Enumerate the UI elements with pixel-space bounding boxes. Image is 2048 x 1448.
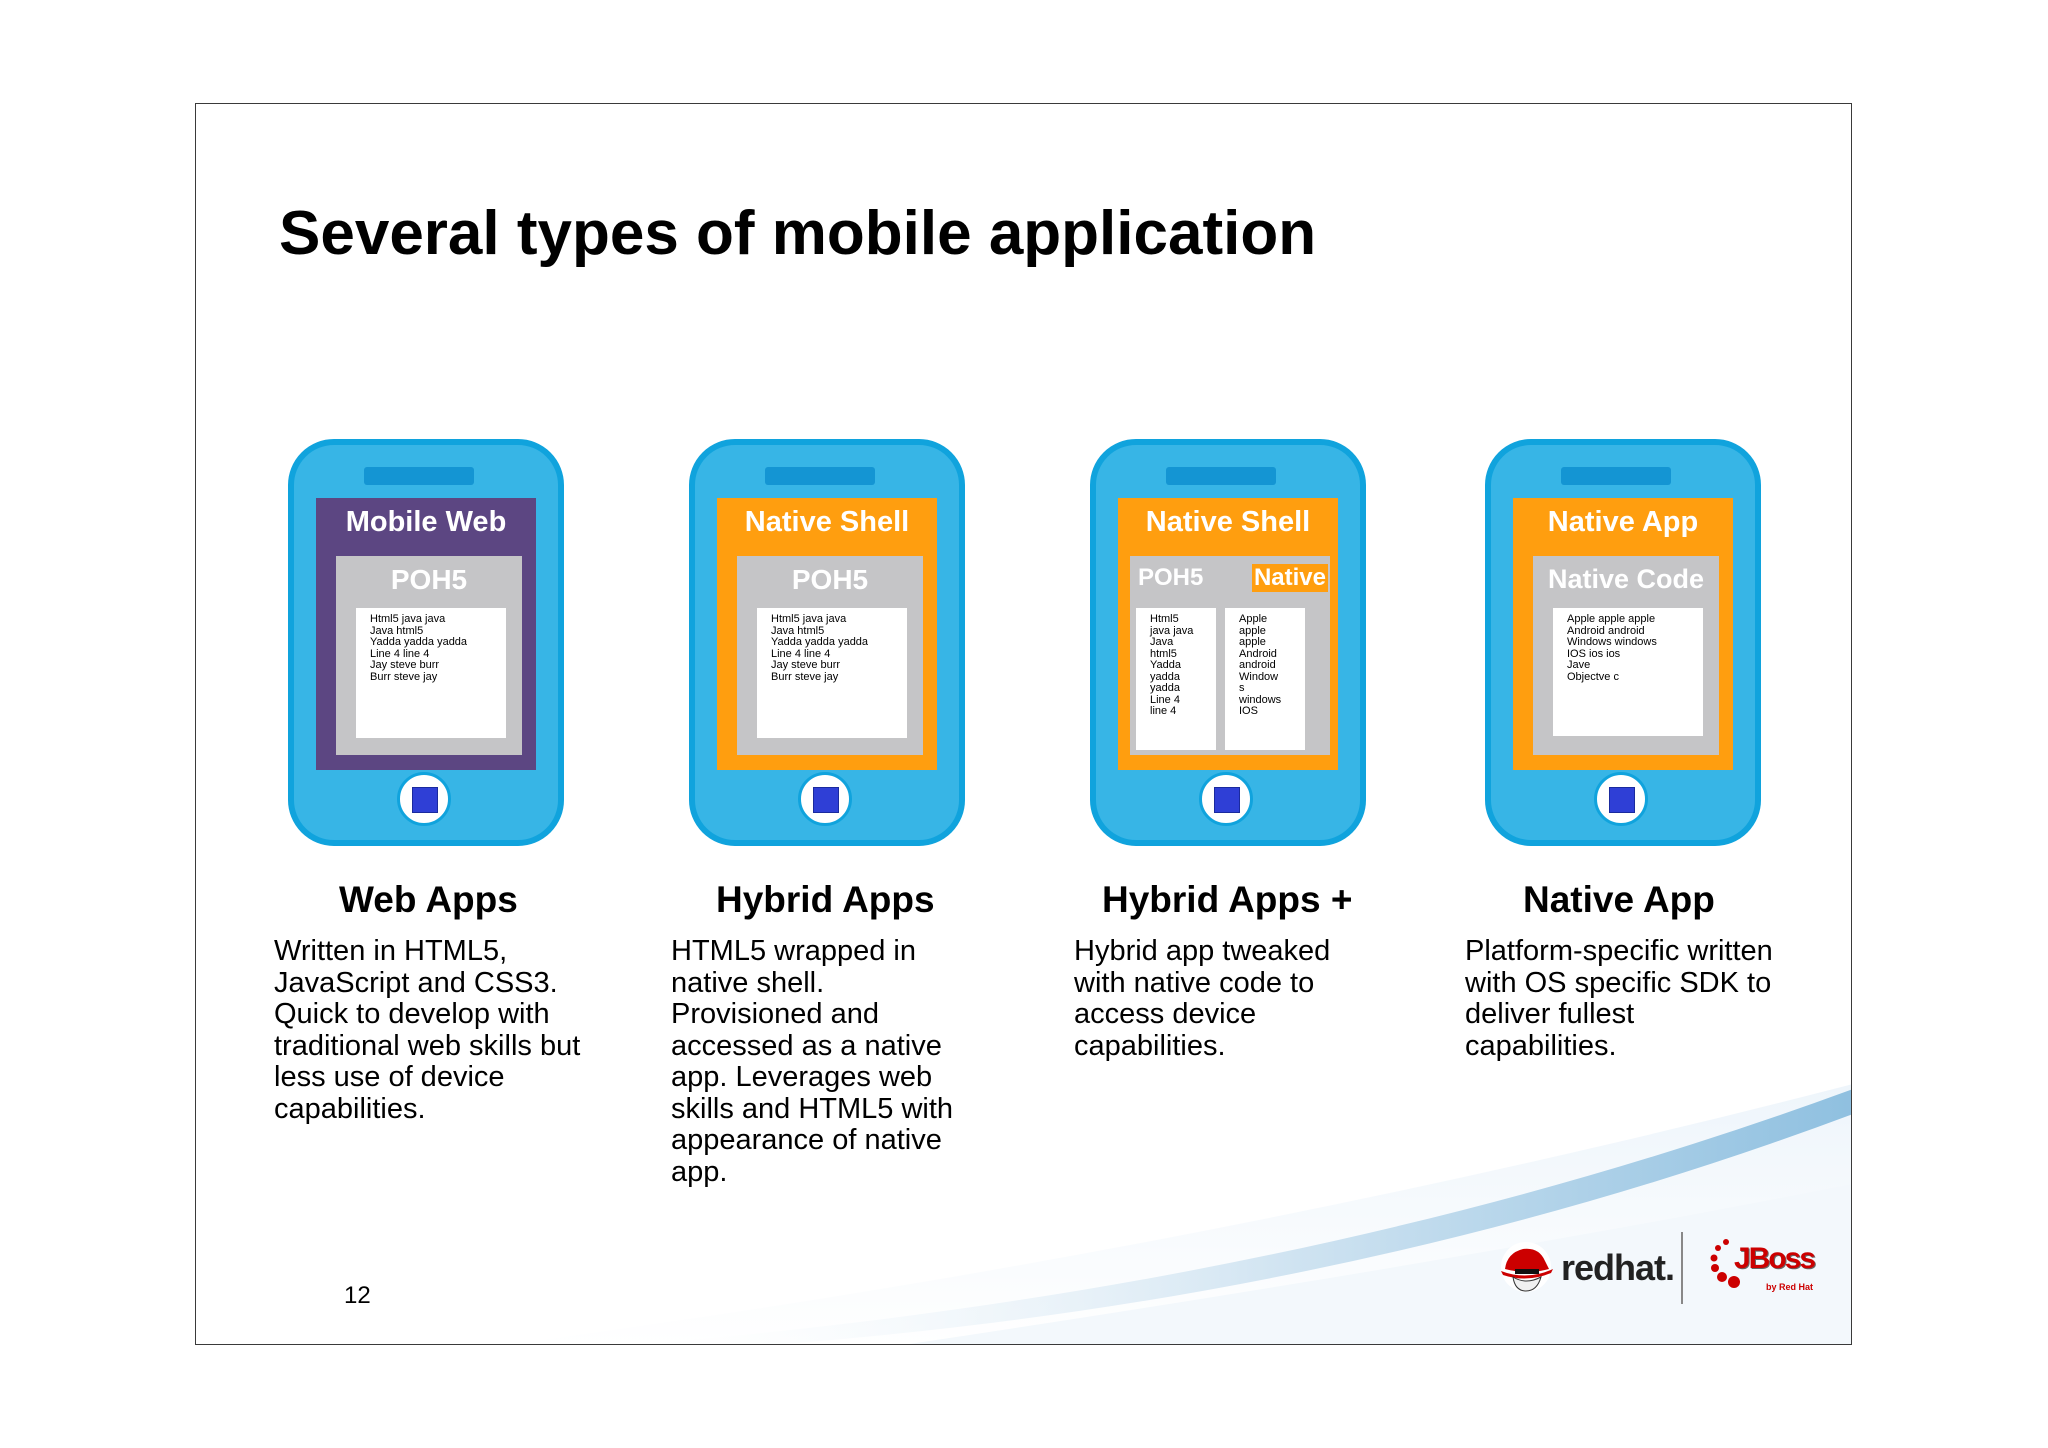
description-line: capabilities. bbox=[1465, 1029, 1617, 1062]
slide-title: Several types of mobile application bbox=[279, 199, 1317, 268]
description-line: less use of device bbox=[274, 1061, 505, 1093]
description-line: with OS specific SDK to bbox=[1465, 966, 1772, 999]
description-line: HTML5 wrapped in bbox=[671, 935, 916, 967]
note-line: Yadda bbox=[1150, 659, 1181, 671]
note-line: html5 bbox=[1150, 647, 1177, 660]
inner-panel bbox=[737, 556, 923, 755]
note-line: Java bbox=[1150, 636, 1174, 648]
description-line: accessed as a native bbox=[671, 1029, 942, 1062]
inner-label: POH5 bbox=[791, 564, 869, 595]
code-note-left bbox=[1136, 608, 1216, 750]
inner-label: Native Code bbox=[1547, 564, 1705, 594]
description-line: Platform-specific written bbox=[1465, 935, 1773, 967]
description-line: native shell. bbox=[671, 966, 825, 999]
note-line: android bbox=[1239, 659, 1276, 671]
note-line: IOS bbox=[1239, 705, 1258, 717]
note-line: Line 4 bbox=[1150, 693, 1180, 706]
screen-native-shell bbox=[1118, 498, 1338, 770]
phone-web-apps bbox=[288, 439, 564, 846]
phone-speaker bbox=[1166, 467, 1276, 485]
heading-hybrid-apps: Hybrid Apps bbox=[716, 879, 935, 920]
home-square-icon bbox=[813, 787, 839, 813]
note-line: Burr steve jay bbox=[370, 670, 438, 683]
screen-mobile-web bbox=[316, 498, 536, 770]
inner-label: POH5 bbox=[390, 564, 468, 595]
phone-hybrid-apps-plus bbox=[1090, 439, 1366, 846]
description-line: Written in HTML5, bbox=[274, 935, 508, 967]
note-line: Html5 bbox=[1150, 613, 1179, 625]
code-note-right bbox=[1225, 608, 1305, 750]
home-square-icon bbox=[1609, 787, 1635, 813]
note-line: line 4 bbox=[1150, 705, 1177, 717]
description-hybrid-apps-plus bbox=[1074, 936, 1330, 1062]
inner-panel bbox=[336, 556, 522, 755]
description-line: JavaScript and CSS3. bbox=[274, 966, 558, 999]
note-line: Java html5 bbox=[771, 624, 825, 637]
note-line: Jay steve burr bbox=[370, 659, 440, 671]
redhat-logo bbox=[1499, 1239, 1675, 1295]
note-line: Apple bbox=[1239, 613, 1268, 625]
phone-speaker bbox=[364, 467, 474, 485]
note-line: Android bbox=[1239, 647, 1277, 660]
screen-label: Mobile Web bbox=[345, 506, 507, 538]
note-line: Java html5 bbox=[370, 624, 424, 637]
note-line: Jave bbox=[1567, 659, 1591, 671]
note-line: Window bbox=[1239, 670, 1279, 683]
home-square-icon bbox=[412, 787, 438, 813]
description-line: access device bbox=[1074, 998, 1257, 1030]
description-line: skills and HTML5 with bbox=[671, 1092, 954, 1125]
description-line: with native code to bbox=[1074, 966, 1315, 999]
heading-web-apps: Web Apps bbox=[339, 879, 518, 920]
note-line: Jay steve burr bbox=[771, 659, 841, 671]
home-button bbox=[798, 772, 852, 826]
code-note bbox=[1553, 608, 1703, 736]
jboss-wordmark: JBoss bbox=[1734, 1242, 1815, 1275]
phone-native-app bbox=[1485, 439, 1761, 846]
note-line: windows bbox=[1239, 693, 1282, 706]
note-line: Apple apple apple bbox=[1567, 613, 1656, 625]
note-line: Windows windows bbox=[1567, 636, 1657, 648]
slide bbox=[195, 103, 1852, 1345]
note-line: Yadda yadda yadda bbox=[370, 636, 468, 648]
note-line: Burr steve jay bbox=[771, 670, 839, 683]
note-line: java java bbox=[1150, 624, 1194, 637]
note-line: Html5 java java bbox=[370, 613, 446, 625]
description-line: app. Leverages web bbox=[671, 1061, 933, 1093]
home-button bbox=[397, 772, 451, 826]
note-line: yadda bbox=[1150, 670, 1180, 683]
note-line: yadda bbox=[1150, 682, 1180, 694]
screen-label: Native Shell bbox=[1145, 506, 1311, 538]
note-line: Line 4 line 4 bbox=[771, 647, 831, 660]
inner-label-poh5: POH5 bbox=[1138, 564, 1204, 591]
home-button bbox=[1594, 772, 1648, 826]
note-line: Yadda yadda yadda bbox=[771, 636, 869, 648]
shadowman-icon bbox=[1499, 1239, 1555, 1295]
note-line: apple bbox=[1239, 624, 1266, 637]
screen-label: Native App bbox=[1547, 506, 1699, 538]
heading-native-app: Native App bbox=[1523, 879, 1715, 920]
home-button bbox=[1199, 772, 1253, 826]
description-hybrid-apps bbox=[671, 936, 953, 1188]
description-line: deliver fullest bbox=[1465, 998, 1635, 1030]
home-square-icon bbox=[1214, 787, 1240, 813]
inner-panel bbox=[1130, 556, 1330, 755]
note-line: s bbox=[1239, 682, 1245, 694]
heading-hybrid-apps-plus: Hybrid Apps + bbox=[1102, 879, 1353, 920]
redhat-wordmark: redhat. bbox=[1561, 1247, 1675, 1288]
description-line: appearance of native bbox=[671, 1124, 942, 1156]
description-native-app bbox=[1465, 936, 1773, 1062]
description-line: Provisioned and bbox=[671, 998, 879, 1030]
description-web-apps bbox=[274, 936, 580, 1125]
screen-label: Native Shell bbox=[744, 506, 910, 538]
note-line: Line 4 line 4 bbox=[370, 647, 430, 660]
code-note bbox=[356, 608, 506, 738]
description-line: app. bbox=[671, 1155, 728, 1188]
note-line: IOS ios ios bbox=[1567, 647, 1621, 660]
note-line: Objectve c bbox=[1567, 670, 1619, 683]
code-note bbox=[757, 608, 907, 738]
phone-speaker bbox=[765, 467, 875, 485]
inner-label-native: Native bbox=[1253, 564, 1326, 591]
jboss-logo bbox=[1706, 1234, 1826, 1304]
description-line: Hybrid app tweaked bbox=[1074, 935, 1331, 967]
note-line: Android android bbox=[1567, 624, 1645, 637]
page-number: 12 bbox=[344, 1282, 371, 1309]
phone-hybrid-apps bbox=[689, 439, 965, 846]
note-line: apple bbox=[1239, 636, 1266, 648]
phone-speaker bbox=[1561, 467, 1671, 485]
description-line: capabilities. bbox=[1074, 1029, 1226, 1062]
description-line: traditional web skills but bbox=[274, 1029, 581, 1062]
description-line: Quick to develop with bbox=[274, 998, 550, 1030]
screen-native-app bbox=[1513, 498, 1733, 770]
logo-divider bbox=[1681, 1232, 1683, 1304]
inner-panel bbox=[1533, 556, 1719, 755]
screen-native-shell bbox=[717, 498, 937, 770]
description-line: capabilities. bbox=[274, 1092, 426, 1125]
note-line: Html5 java java bbox=[771, 613, 847, 625]
jboss-byline: by Red Hat bbox=[1766, 1282, 1814, 1292]
